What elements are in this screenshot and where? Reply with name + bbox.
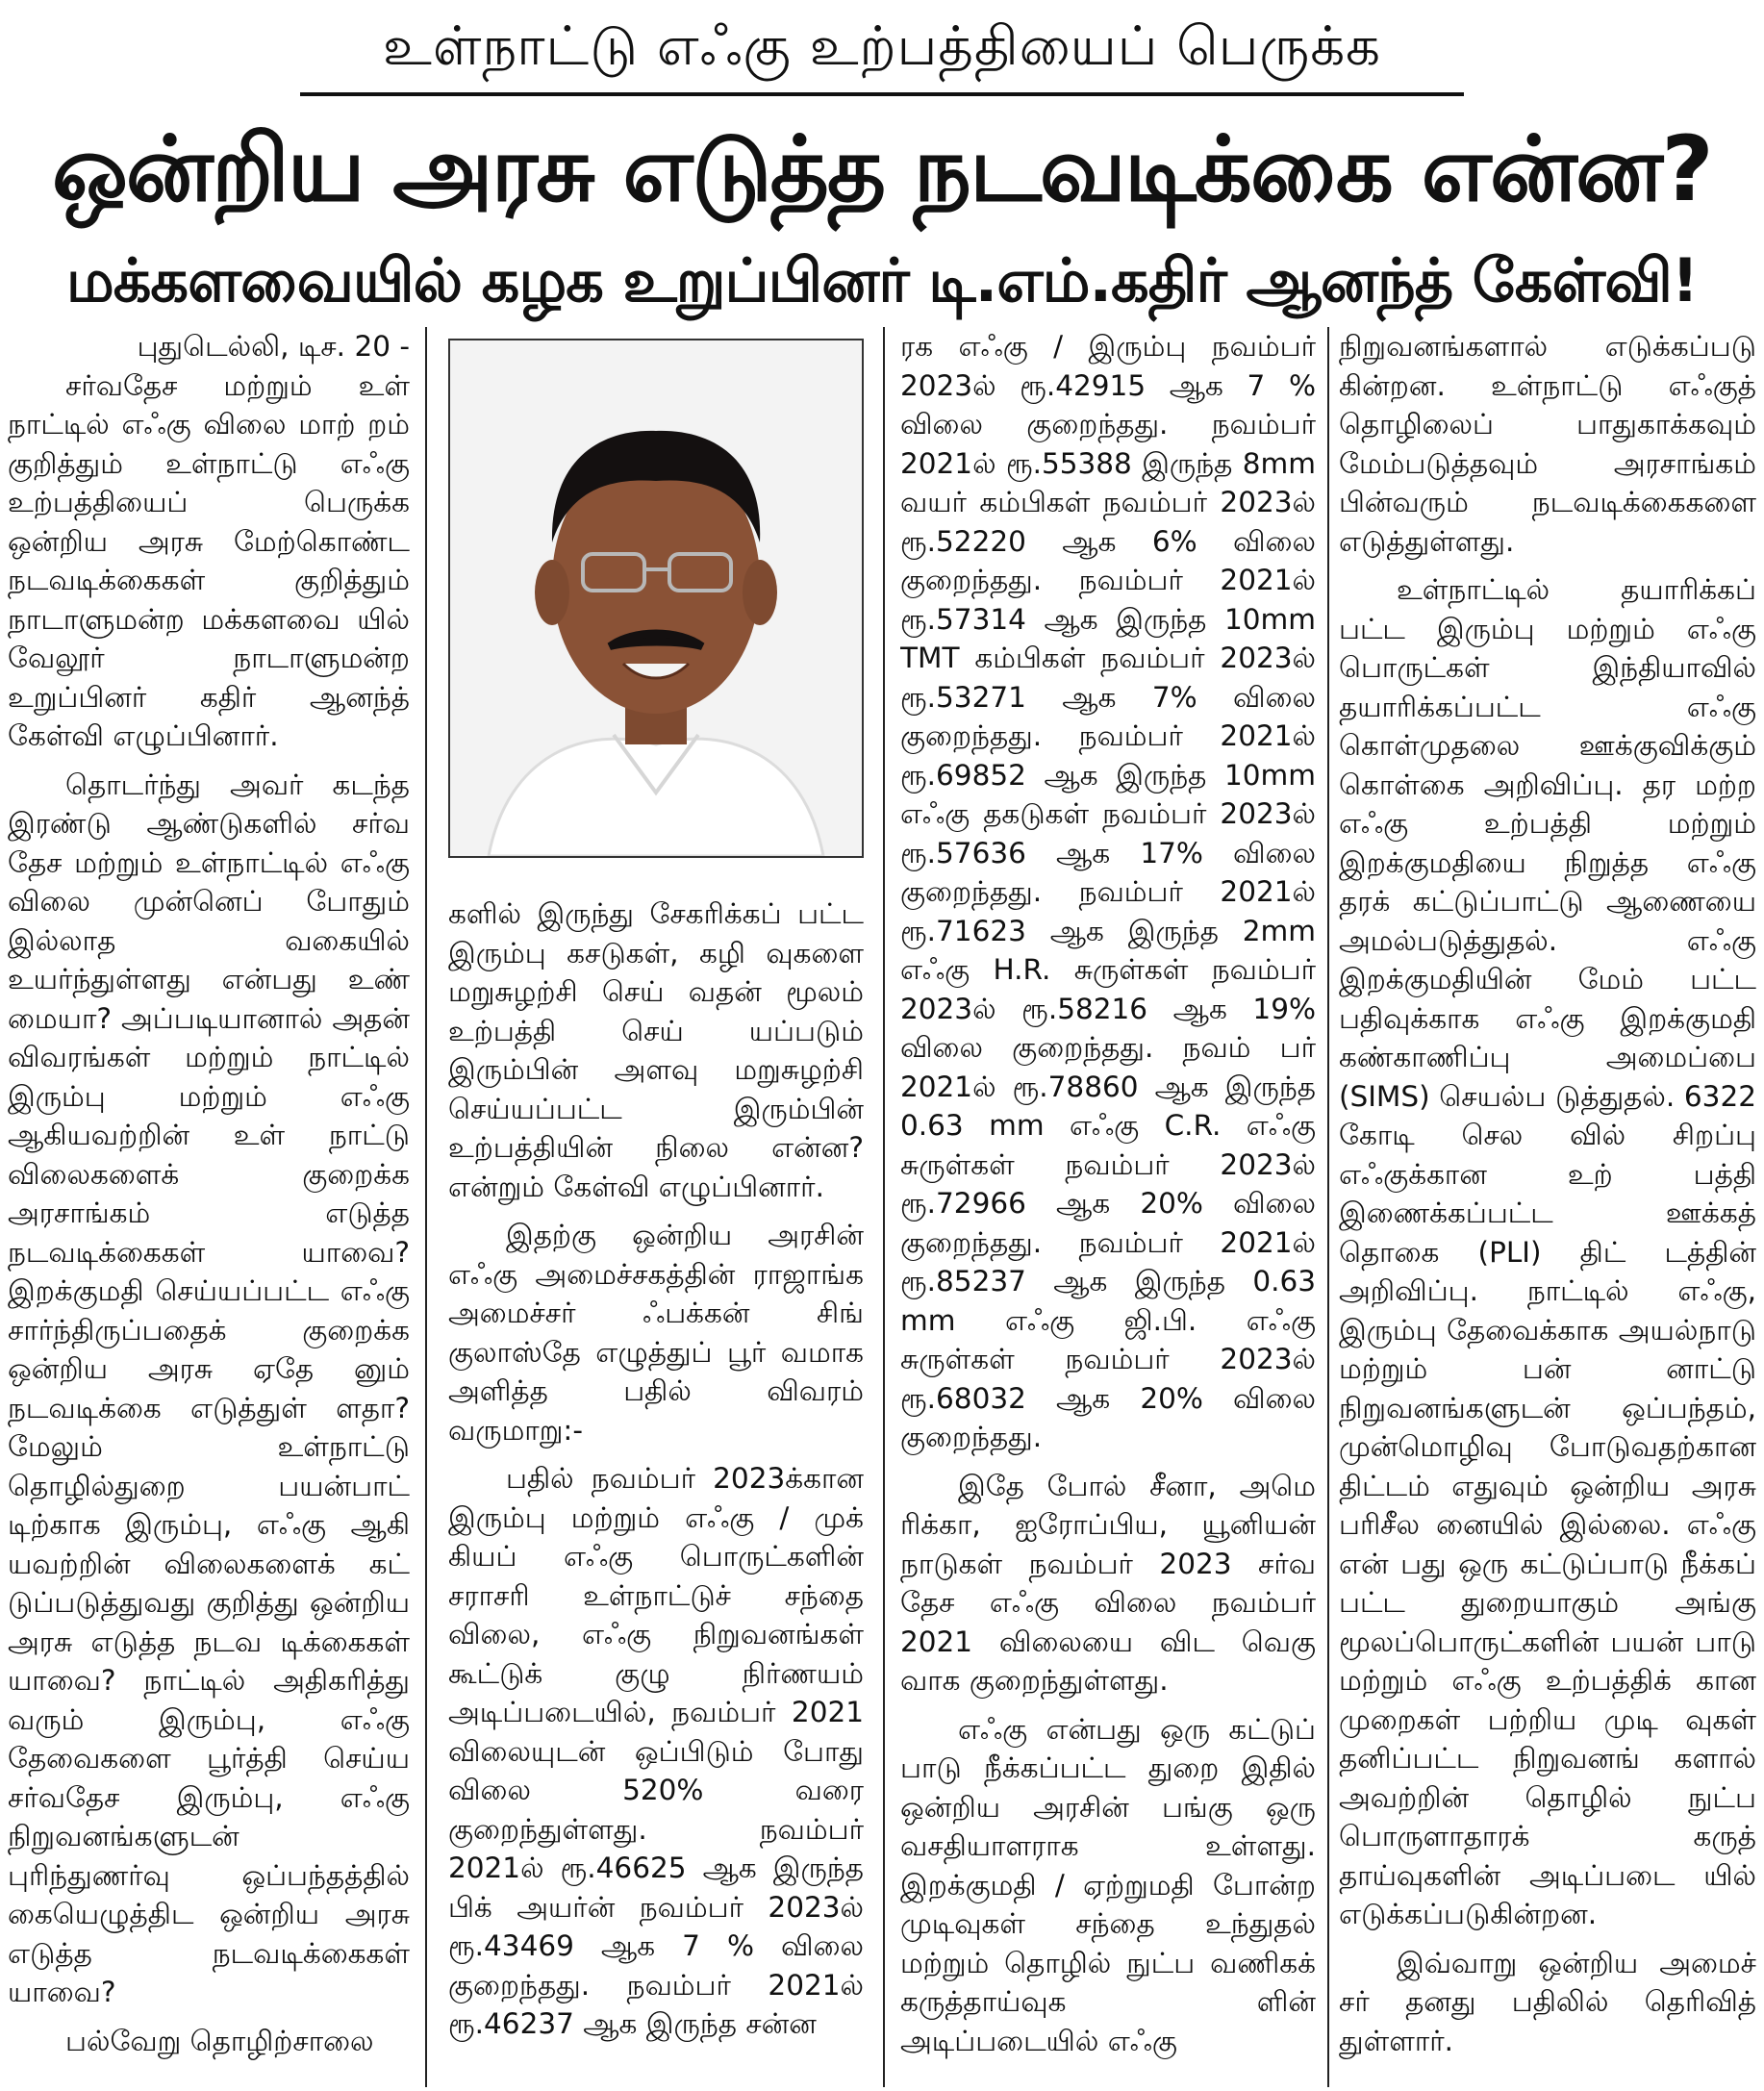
article-paragraph: களில் இருந்து சேகரிக்கப் பட்ட இரும்பு கசடுகள், கழி வுகளை மறுசுழற்சி செய் வதன் மூலம் உற்பத்தி செய் யப்படும் இரும்பின் அளவு மறுசுழற்சி செய்யப்பட்ட இரும்பின் உற்பத்தியின் நிலை என்ன? என்றும் கேள்வி எழுப்பினார். <box>448 897 864 1203</box>
article-paragraph: எஃகு என்பது ஒரு கட்டுப் பாடு நீக்கப்பட்ட துறை இதில் ஒன்றிய அரசின் பங்கு ஒரு வசதியாளராக உள்ளது. இறக்குமதி / ஏற்றுமதி போன்ற முடிவுகள் சந்தை உந்துதல் மற்றும் தொழில் நுட்ப வணிகக் கருத்தாய்வுக ளின் அடிப்படையில் எஃகு <box>900 1712 1316 2057</box>
column-rule <box>1327 327 1329 2087</box>
kicker-headline: உள்நாட்டு எஃகு உற்பத்தியைப் பெருக்க <box>383 15 1381 78</box>
article-paragraph: சர்வதேச மற்றும் உள் நாட்டில் எஃகு விலை மாற் றம் குறித்தும் உள்நாட்டு எஃகு உற்பத்தியைப் பெருக்க ஒன்றிய அரசு மேற்கொண்ட நடவடிக்கைகள் குறித்தும் நாடாளுமன்ற மக்களவை யில் வேலூர் நாடாளுமன்ற உறுப்பினர் கதிர் ஆனந்த் கேள்வி எழுப்பினார். <box>8 368 410 752</box>
portrait-illustration <box>450 340 862 856</box>
article-paragraph: இதற்கு ஒன்றிய அரசின் எஃகு அமைச்சகத்தின் ராஜாங்க அமைச்சர் ஃபக்கன் சிங் குலாஸ்தே எழுத்துப் பூர் வமாக அளித்த பதில் விவரம் வருமாறு:- <box>448 1219 864 1447</box>
article-paragraph: பல்வேறு தொழிற்சாலை <box>65 2024 374 2057</box>
article-paragraph: தொடர்ந்து அவர் கடந்த இரண்டு ஆண்டுகளில் சர்வ தேச மற்றும் உள்நாட்டில் எஃகு விலை முன்னெப் போதும் இல்லாத வகையில் உயர்ந்துள்ளது என்பது உண் மையா? அப்படியானால் அதன் விவரங்கள் மற்றும் நாட்டில் இரும்பு மற்றும் எஃகு ஆகியவற்றின் உள் நாட்டு விலைகளைக் குறைக்க அரசாங்கம் எடுத்த நடவடிக்கைகள் யாவை? இறக்குமதி செய்யப்பட்ட எஃகு சார்ந்திருப்பதைக் குறைக்க ஒன்றிய அரசு ஏதே னும் நடவடிக்கை எடுத்துள் ளதா? மேலும் உள்நாட்டு தொழில்துறை பயன்பாட் டிற்காக இரும்பு, எஃகு ஆகி யவற்றின் விலைகளைக் கட் டுப்படுத்துவது குறித்து ஒன்றிய அரசு எடுத்த நடவ டிக்கைகள் யாவை? நாட்டில் அதிகரித்து வரும் இரும்பு, எஃகு தேவைகளை பூர்த்தி செய்ய சர்வதேச இரும்பு, எஃகு நிறுவனங்களுடன் புரிந்துணர்வு ஒப்பந்தத்தில் கையெழுத்திட ஒன்றிய அரசு எடுத்த நடவடிக்கைகள் யாவை? <box>8 768 410 2008</box>
article-column-1 <box>8 327 410 2087</box>
article-column-2 <box>448 894 864 2087</box>
article-paragraph: பதில் நவம்பர் 2023க்கான இரும்பு மற்றும் எஃகு / முக் கியப் எஃகு பொருட்களின் சராசரி உள்நாட்டுச் சந்தை விலை, எஃகு நிறுவனங்கள் கூட்டுக் குழு நிர்ணயம் அடிப்படையில், நவம்பர் 2021 விலையுடன் ஒப்பிடும் போது விலை 520% வரை குறைந்துள்ளது. நவம்பர் 2021ல் ரூ.46625 ஆக இருந்த பிக் அயர்ன் நவம்பர் 2023ல் ரூ.43469 ஆக 7 % விலை குறைந்தது. நவம்பர் 2021ல் ரூ.46237 ஆக இருந்த சன்ன <box>448 1462 864 2040</box>
column-rule <box>425 327 427 2087</box>
article-paragraph: இவ்வாறு ஒன்றிய அமைச் சர் தனது பதிலில் தெரிவித் துள்ளார். <box>1339 1946 1756 2057</box>
article-column-4 <box>1339 327 1756 2087</box>
kicker-underline <box>300 92 1464 96</box>
article-paragraph: நிறுவனங்களால் எடுக்கப்படு கின்றன. உள்நாட்டு எஃகுத் தொழிலைப் பாதுகாக்கவும் மேம்படுத்தவும் அரசாங்கம் பின்வரும் நடவடிக்கைகளை எடுத்துள்ளது. <box>1339 330 1756 558</box>
portrait-photo <box>448 339 864 858</box>
dateline: புதுடெல்லி, டிச. 20 - <box>137 330 410 363</box>
sub-headline: மக்களவையில் கழக உறுப்பினர் டி.எம்.கதிர் ஆனந்த் கேள்வி! <box>65 245 1699 315</box>
article-paragraph: இதே போல் சீனா, அமெ ரிக்கா, ஐரோப்பிய, யூனியன் நாடுகள் நவம்பர் 2023 சர்வ தேச எஃகு விலை நவம்பர் 2021 விலையை விட வெகு வாக குறைந்துள்ளது. <box>900 1469 1316 1697</box>
article-paragraph: உள்நாட்டில் தயாரிக்கப் பட்ட இரும்பு மற்றும் எஃகு பொருட்கள் இந்தியாவில் தயாரிக்கப்பட்ட எஃகு கொள்முதலை ஊக்குவிக்கும் கொள்கை அறிவிப்பு. தர மற்ற எஃகு உற்பத்தி மற்றும் இறக்குமதியை நிறுத்த எஃகு தரக் கட்டுப்பாட்டு ஆணையை அமல்படுத்துதல். எஃகு இறக்குமதியின் மேம் பட்ட பதிவுக்காக எஃகு இறக்குமதி கண்காணிப்பு அமைப்பை (SIMS) செயல்ப டுத்துதல். 6322 கோடி செல வில் சிறப்பு எஃகுக்கான உற் பத்தி இணைக்கப்பட்ட ஊக்கத் தொகை (PLI) திட் டத்தின் அறிவிப்பு. நாட்டில் எஃகு, இரும்பு தேவைக்காக அயல்நாடு மற்றும் பன் னாட்டு நிறுவனங்களுடன் ஒப்பந்தம், முன்மொழிவு போடுவதற்கான திட்டம் எதுவும் ஒன்றிய அரசு பரிசீல னையில் இல்லை. எஃகு என் பது ஒரு கட்டுப்பாடு நீக்கப் பட்ட துறையாகும் அங்கு மூலப்பொருட்களின் பயன் பாடு மற்றும் எஃகு உற்பத்திக் கான முறைகள் பற்றிய முடி வுகள் தனிப்பட்ட நிறுவனங் களால் அவற்றின் தொழில் நுட்ப பொருளாதாரக் கருத் தாய்வுகளின் அடிப்படை யில் எடுக்கப்படுகின்றன. <box>1339 573 1756 1930</box>
article-paragraph: ரக எஃகு / இரும்பு நவம்பர் 2023ல் ரூ.42915 ஆக 7 % விலை குறைந்தது. நவம்பர் 2021ல் ரூ.55388 இருந்த 8mm வயர் கம்பிகள் நவம்பர் 2023ல் ரூ.52220 ஆக 6% விலை குறைந்தது. நவம்பர் 2021ல் ரூ.57314 ஆக இருந்த 10mm TMT கம்பிகள் நவம்பர் 2023ல் ரூ.53271 ஆக 7% விலை குறைந்தது. நவம்பர் 2021ல் ரூ.69852 ஆக இருந்த 10mm எஃகு தகடுகள் நவம்பர் 2023ல் ரூ.57636 ஆக 17% விலை குறைந்தது. நவம்பர் 2021ல் ரூ.71623 ஆக இருந்த 2mm எஃகு H.R. சுருள்கள் நவம்பர் 2023ல் ரூ.58216 ஆக 19% விலை குறைந்தது. நவம் பர் 2021ல் ரூ.78860 ஆக இருந்த 0.63 mm எஃகு C.R. எஃகு சுருள்கள் நவம்பர் 2023ல் ரூ.72966 ஆக 20% விலை குறைந்தது. நவம்பர் 2021ல் ரூ.85237 ஆக இருந்த 0.63 mm எஃகு ஜி.பி. எஃகு சுருள்கள் நவம்பர் 2023ல் ரூ.68032 ஆக 20% விலை குறைந்தது. <box>900 330 1316 1453</box>
main-headline: ஒன்றிய அரசு எடுத்த நடவடிக்கை என்ன? <box>52 117 1712 222</box>
article-column-3 <box>900 327 1316 2087</box>
column-rule <box>883 327 885 2087</box>
